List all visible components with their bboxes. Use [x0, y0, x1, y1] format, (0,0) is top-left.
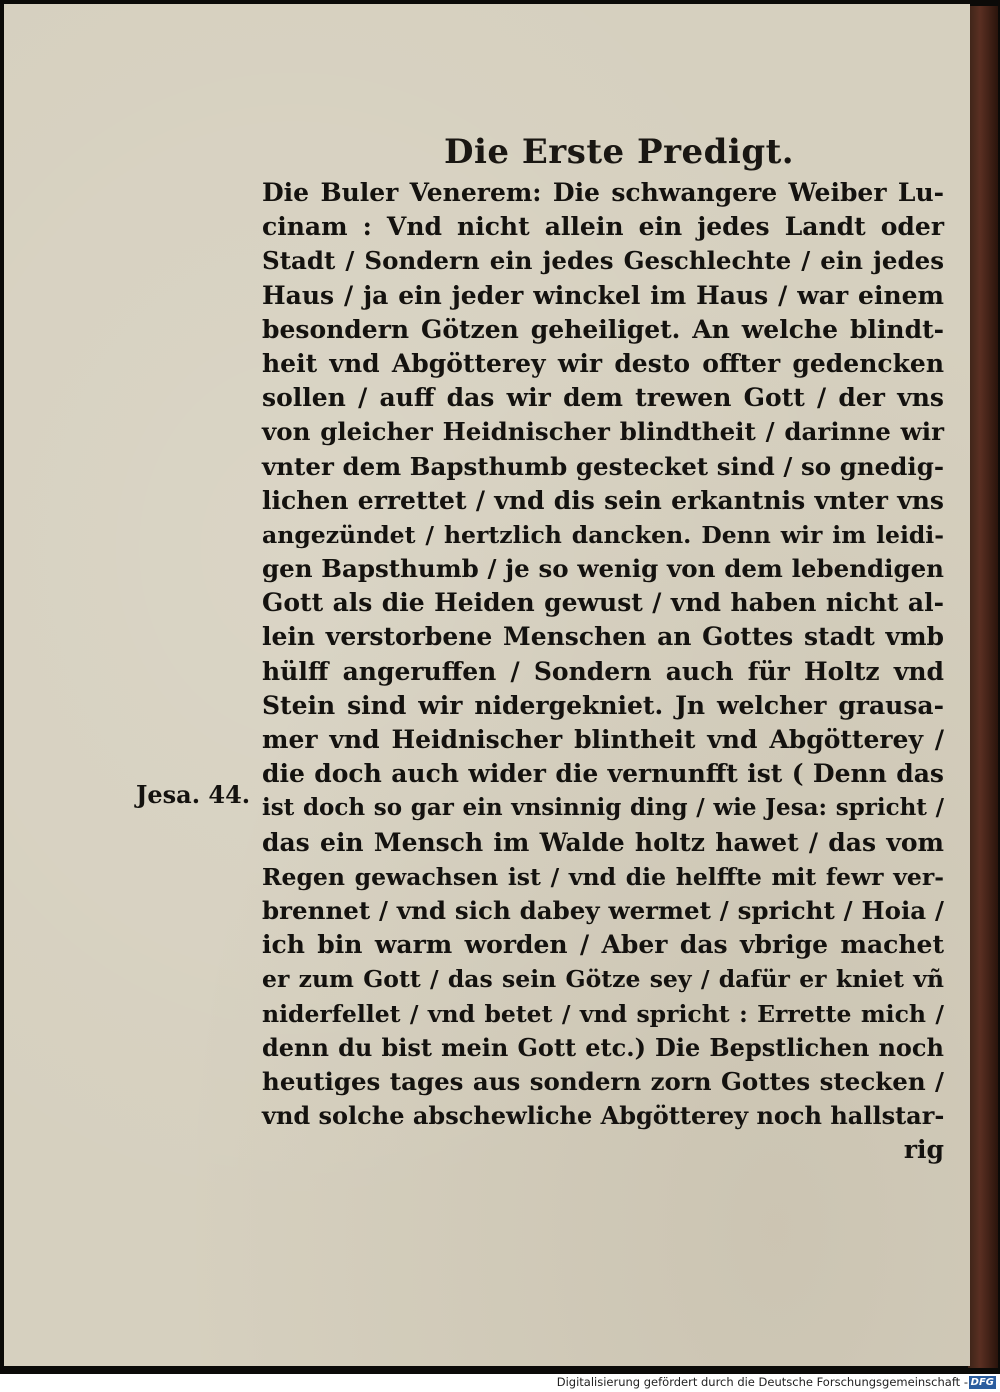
text-line: Stadt / Sondern ein jedes Geschlechte / ein jedes	[262, 246, 944, 276]
text-line: Gott als die Heiden gewust / vnd haben nicht al-	[262, 588, 944, 618]
text-line: Die Buler Venerem: Die schwangere Weiber Lu-	[262, 178, 944, 207]
dfg-logo: DFG	[970, 1377, 994, 1388]
text-line: denn du bist mein Gott etc.) Die Bepstlichen noch	[262, 1032, 944, 1062]
text-line: ist doch so gar ein vnsinnig ding / wie Jesa: spricht /	[262, 794, 944, 822]
text-line: heutiges tages aus sondern zorn Gottes stecken /	[262, 1066, 944, 1096]
text-line: gen Bapsthumb / je so wenig von dem lebendigen	[262, 554, 944, 584]
text-line: von gleicher Heidnischer blindtheit / darinne wir	[262, 417, 944, 447]
running-head: Die Erste Predigt.	[444, 132, 795, 172]
text-line: hülff angeruffen / Sondern auch für Holtz vnd	[262, 656, 944, 686]
text-line: Haus / ja ein jeder winckel im Haus / war einem	[262, 280, 944, 310]
book-page	[4, 4, 970, 1366]
text-line: angezündet / hertzlich dancken. Denn wir im leidi-	[262, 520, 944, 549]
text-line: Stein sind wir nidergekniet. Jn welcher grausa-	[262, 690, 944, 720]
margin-note: Jesa. 44.	[136, 780, 251, 809]
footer-bar	[0, 1374, 1000, 1392]
text-line: das ein Mensch im Walde holtz hawet / das vom	[262, 827, 944, 857]
text-line: vnter dem Bapsthumb gestecket sind / so gnedig-	[262, 451, 944, 481]
body-text	[262, 176, 944, 1167]
text-line: niderfellet / vnd betet / vnd spricht : Errette mich /	[262, 999, 944, 1028]
book-edge	[968, 6, 998, 1368]
text-line: heit vnd Abgötterey wir desto offter gedencken	[262, 348, 944, 378]
text-line: lein verstorbene Menschen an Gottes stadt vmb	[262, 622, 944, 652]
text-line: brennet / vnd sich dabey wermet / spricht / Hoia /	[262, 895, 944, 925]
text-line: sollen / auff das wir dem trewen Gott / der vns	[262, 383, 944, 413]
text-line: mer vnd Heidnischer blintheit vnd Abgötterey /	[262, 725, 944, 754]
funding-notice: Digitalisierung gefördert durch die Deutsche Forschungsgemeinschaft -	[556, 1375, 968, 1389]
text-line: lichen errettet / vnd dis sein erkantnis vnter vns	[262, 485, 944, 515]
text-line: ich bin warm worden / Aber das vbrige machet	[262, 930, 944, 960]
catchword: rig	[903, 1135, 944, 1165]
text-line: cinam : Vnd nicht allein ein jedes Landt oder	[262, 212, 944, 242]
text-line: vnd solche abschewliche Abgötterey noch hallstar-	[262, 1101, 945, 1131]
text-line: er zum Gott / das sein Götze sey / dafür er kniet vñ	[262, 965, 944, 994]
text-line: die doch auch wider die vernunfft ist ( Denn das	[262, 759, 944, 789]
text-line: Regen gewachsen ist / vnd die helffte mit fewr ver-	[262, 862, 944, 891]
text-line: besondern Götzen geheiliget. An welche blindt-	[262, 314, 944, 344]
